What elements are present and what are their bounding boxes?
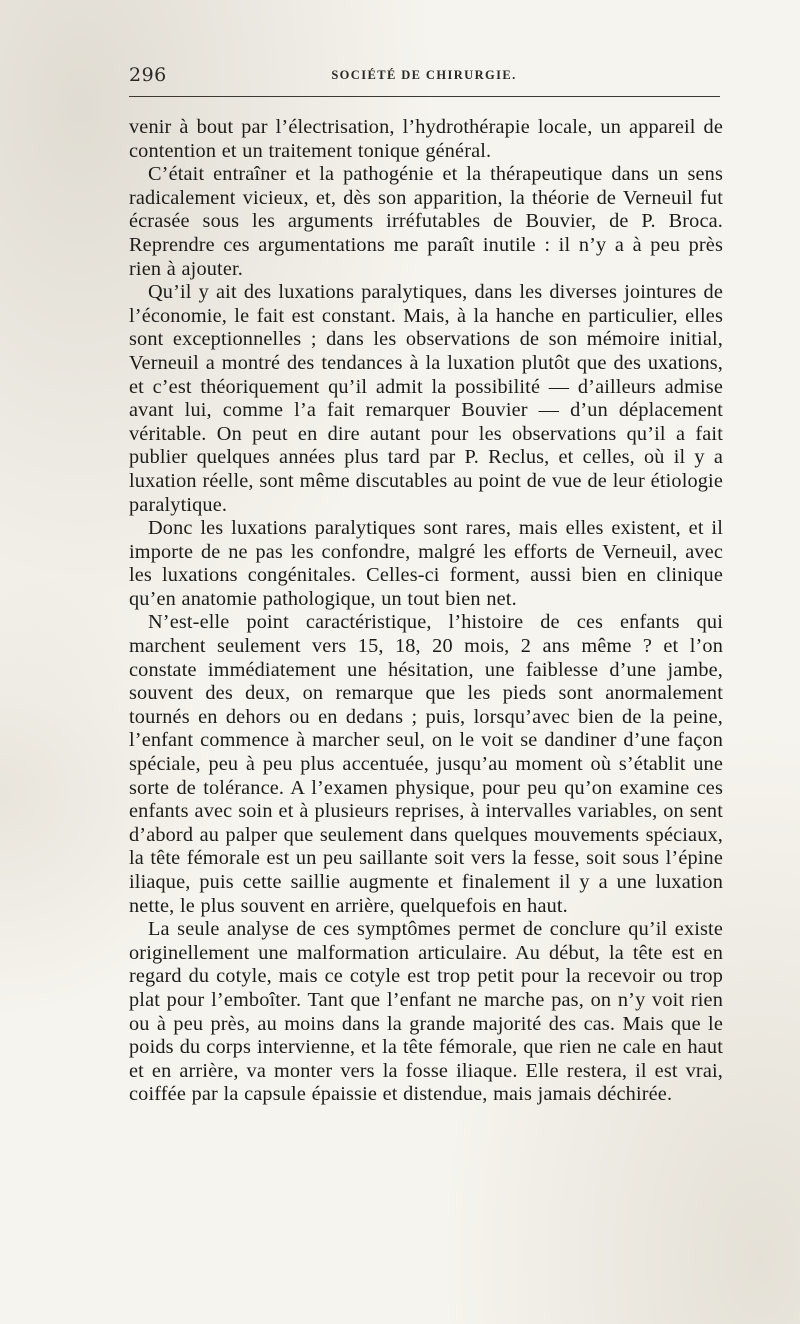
paragraph: Donc les luxations paralytiques sont rares, mais elles existent, et il importe de ne pas les confondre, malgré les efforts de Verneuil, avec les luxations congénitales. Celles-ci forment, aussi bien en clinique qu’en anatomie pathologique, un tout bien net. — [129, 517, 723, 610]
body-text — [129, 116, 723, 1107]
page-header — [129, 64, 719, 88]
page-number: 296 — [129, 64, 167, 86]
paragraph: Qu’il y ait des luxations paralytiques, dans les diverses jointures de l’économie, le fait est constant. Mais, à la hanche en particulier, elles sont exceptionnelles ; dans les observations de son mémoire initial, Verneuil a montré des tendances à la luxation plutôt que des uxations, et c’est théoriquement qu’il admit la possibilité — d’ailleurs admise avant lui, comme l’a fait remarquer Bouvier — d’un déplacement véritable. On peut en dire autant pour les observations qu’il a fait publier quelques années plus tard par P. Reclus, et celles, où il y a luxation réelle, sont même discutables au point de vue de leur étiologie paralytique. — [129, 281, 723, 516]
header-rule — [129, 96, 720, 97]
paragraph-continuation: venir à bout par l’électrisation, l’hydrothérapie locale, un appareil de contention et un traitement tonique général. — [129, 116, 723, 162]
paragraph: La seule analyse de ces symptômes permet de conclure qu’il existe originellement une malformation articulaire. Au début, la tête est en regard du cotyle, mais ce cotyle est trop petit pour la recevoir ou trop plat pour l’emboîter. Tant que l’enfant ne marche pas, on n’y voit rien ou à peu près, au moins dans la grande majorité des cas. Mais que le poids du corps intervienne, et la tête fémorale, que rien ne cale en haut et en arrière, va monter vers la fosse iliaque. Elle restera, il est vrai, coiffée par la capsule épaissie et distendue, mais jamais déchirée. — [129, 918, 723, 1106]
running-title: SOCIÉTÉ DE CHIRURGIE. — [331, 68, 517, 82]
paragraph: N’est-elle point caractéristique, l’histoire de ces enfants qui marchent seulement vers 15, 18, 20 mois, 2 ans même ? et l’on constate immédiatement une hésitation, une faiblesse d’une jambe, souvent des deux, on remarque que les pieds sont anormalement tournés en dehors ou en dedans ; puis, lorsqu’avec bien de la peine, l’enfant commence à marcher seul, on le voit se dandiner d’une façon spéciale, peu à peu plus accentuée, jusqu’au moment où s’établit une sorte de tolérance. A l’examen physique, pour peu qu’on examine ces enfants avec soin et à plusieurs reprises, à intervalles variables, on sent d’abord au palper que seulement dans quelques mouvements spéciaux, la tête fémorale est un peu saillante soit vers la fesse, soit sous l’épine iliaque, puis cette saillie augmente et finalement il y a une luxation nette, le plus souvent en arrière, quelquefois en haut. — [129, 611, 723, 917]
paragraph: C’était entraîner et la pathogénie et la thérapeutique dans un sens radicalement vicieux, et, dès son apparition, la théorie de Verneuil fut écrasée sous les arguments irréfutables de Bouvier, de P. Broca. Reprendre ces argumentations me paraît inutile : il n’y a à peu près rien à ajouter. — [129, 163, 723, 280]
